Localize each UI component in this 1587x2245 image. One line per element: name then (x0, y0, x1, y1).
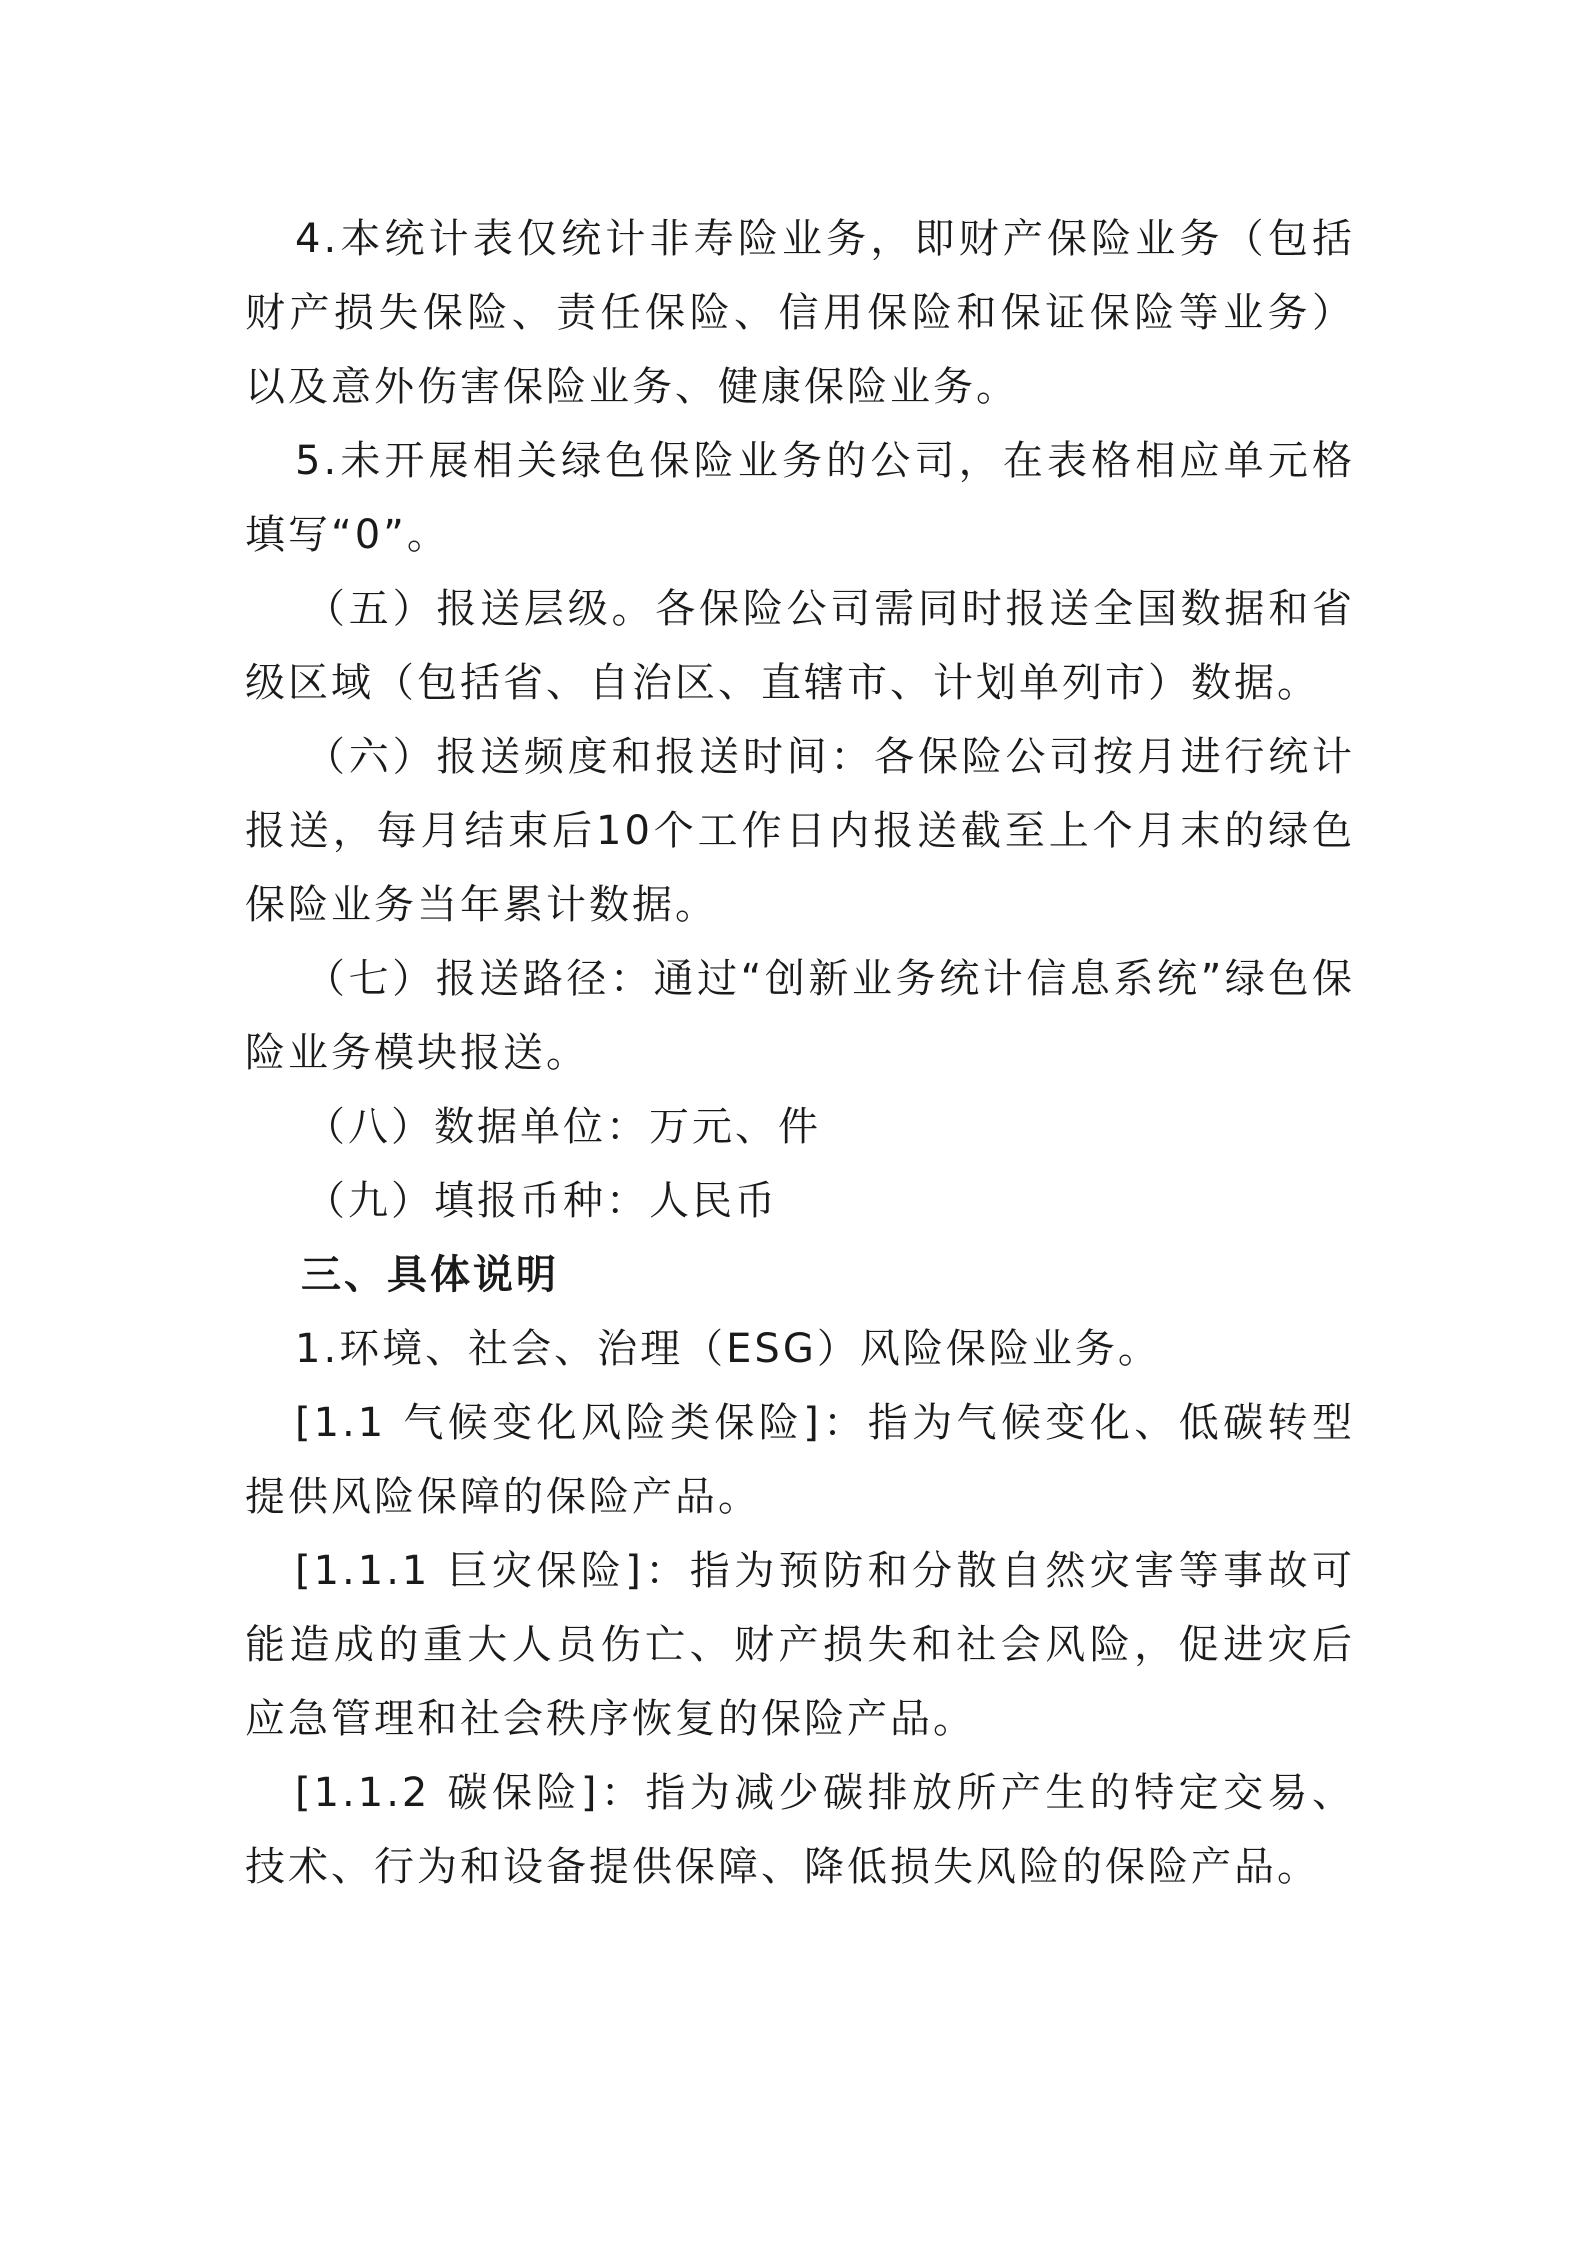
document-body (245, 202, 1355, 1904)
paragraph-reporting-path: （七）报送路径：通过“创新业务统计信息系统”绿色保险业务模块报送。 (245, 956, 1355, 1076)
paragraph-esg-risk: 1.环境、社会、治理（ESG）风险保险业务。 (295, 1326, 1161, 1372)
paragraph-carbon-insurance: [1.1.2 碳保险]：指为减少碳排放所产生的特定交易、技术、行为和设备提供保障、降低损失风险的保险产品。 (245, 1770, 1355, 1890)
paragraph-fill-zero: 5.未开展相关绿色保险业务的公司，在表格相应单元格填写“0”。 (245, 438, 1355, 558)
paragraph-reporting-frequency: （六）报送频度和报送时间：各保险公司按月进行统计报送，每月结束后10个工作日内报送截至上个月末的绿色保险业务当年累计数据。 (245, 734, 1355, 928)
section-heading-specific-notes: 三、具体说明 (301, 1252, 559, 1298)
paragraph-currency: （九）填报币种：人民币 (305, 1178, 778, 1224)
paragraph-climate-risk: [1.1 气候变化风险类保险]：指为气候变化、低碳转型提供风险保障的保险产品。 (245, 1400, 1355, 1520)
paragraph-data-unit: （八）数据单位：万元、件 (305, 1104, 821, 1150)
paragraph-non-life-scope: 4.本统计表仅统计非寿险业务，即财产保险业务（包括财产损失保险、责任保险、信用保险和保证保险等业务）以及意外伤害保险业务、健康保险业务。 (245, 216, 1355, 410)
paragraph-catastrophe-insurance: [1.1.1 巨灾保险]：指为预防和分散自然灾害等事故可能造成的重大人员伤亡、财产损失和社会风险，促进灾后应急管理和社会秩序恢复的保险产品。 (245, 1548, 1355, 1742)
paragraph-reporting-level: （五）报送层级。各保险公司需同时报送全国数据和省级区域（包括省、自治区、直辖市、计划单列市）数据。 (245, 586, 1355, 706)
